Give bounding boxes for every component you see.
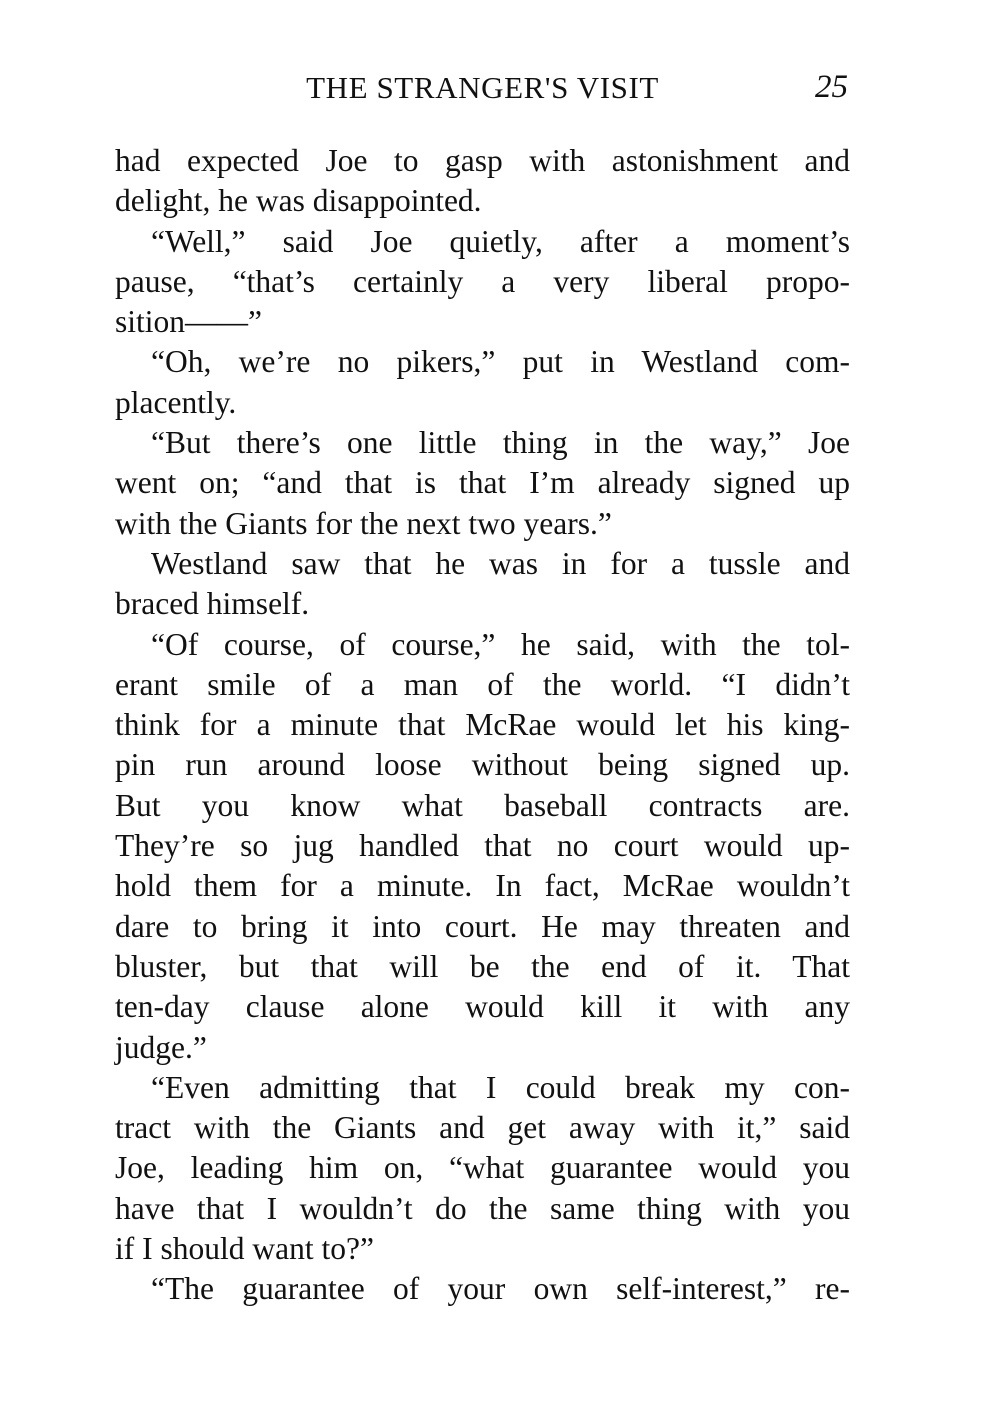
text-line: bluster, but that will be the end of it. That (115, 948, 850, 984)
text-line: tract with the Giants and get away with it,” said (115, 1110, 850, 1146)
body-text (115, 141, 850, 1310)
text-line: pin run around loose without being signed up. (115, 747, 850, 783)
text-line: pause, “that’s certainly a very liberal propo- (115, 263, 850, 299)
text-line: “Oh, we’re no pikers,” put in Westland com- (151, 344, 850, 380)
page-number: 25 (815, 69, 848, 105)
text-line: ten-day clause alone would kill it with any (115, 989, 850, 1025)
text-line: sition——” (115, 304, 262, 340)
text-line: if I should want to?” (115, 1231, 374, 1267)
text-line: erant smile of a man of the world. “I didn’t (115, 666, 850, 702)
text-line: Joe, leading him on, “what guarantee would you (115, 1150, 850, 1186)
text-line: placently. (115, 384, 237, 420)
text-line: had expected Joe to gasp with astonishment and (115, 143, 850, 178)
text-line: They’re so jug handled that no court would up- (115, 828, 850, 864)
running-title: THE STRANGER'S VISIT (306, 70, 659, 105)
text-line: But you know what baseball contracts are. (115, 787, 850, 823)
text-line: judge.” (115, 1029, 207, 1065)
text-line: delight, he was disappointed. (115, 183, 482, 219)
text-line: hold them for a minute. In fact, McRae wouldn’t (115, 868, 850, 904)
text-line: “Even admitting that I could break my con- (151, 1069, 850, 1105)
text-line: have that I wouldn’t do the same thing with you (115, 1190, 850, 1226)
text-line: “The guarantee of your own self-interest,” re- (151, 1271, 850, 1307)
text-line: “Of course, of course,” he said, with the tol- (151, 626, 850, 662)
text-line: “But there’s one little thing in the way,” Joe (151, 425, 850, 461)
text-line: Westland saw that he was in for a tussle and (151, 545, 850, 581)
text-line: think for a minute that McRae would let his king- (115, 707, 850, 743)
page-header (115, 70, 850, 116)
text-line: “Well,” said Joe quietly, after a moment’s (151, 223, 850, 259)
text-line: with the Giants for the next two years.” (115, 505, 612, 541)
text-line: braced himself. (115, 586, 310, 622)
text-line: dare to bring it into court. He may threaten and (115, 908, 850, 944)
text-line: went on; “and that is that I’m already signed up (115, 465, 850, 501)
